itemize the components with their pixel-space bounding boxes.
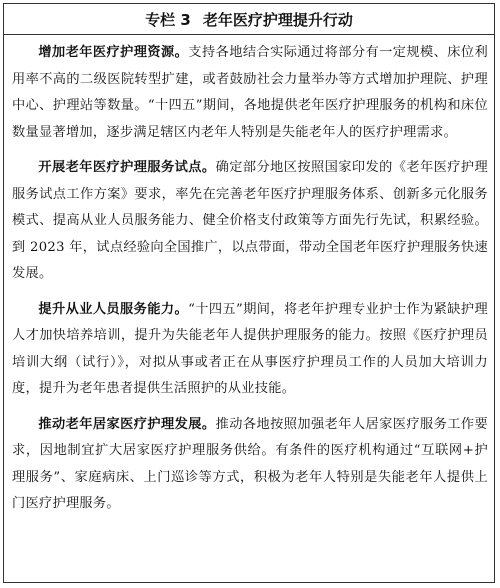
paragraph-lead: 增加老年医疗护理资源。: [38, 45, 189, 60]
paragraph-body: 支持各地结合实际通过将部分有一定规模、床位利用率不高的二级医院转型扩建，或者鼓励社会力量举办等方式增加护理院、护理中心、护理站等数量。“十四五”期间，各地提供老年医疗护理服务的机构和床位数量显著增加，逐步满足辖区内老年人特别是失能老年人的医疗护理需求。: [12, 45, 488, 140]
paragraph-body: “十四五”期间，将老年护理专业护士作为紧缺护理人才加快培养培训，提升为失能老年人提供护理服务的能力。按照《医疗护理员培训大纲（试行）》，对拟从事或者正在从事医疗护理员工作的人员加大培训力度，提升为老年患者提供生活照护的从业技能。: [12, 301, 488, 396]
box-number: 专栏 3: [145, 11, 191, 29]
paragraph-increase-resources: [12, 40, 488, 146]
paragraph-lead: 提升从业人员服务能力。: [38, 301, 189, 317]
paragraph-body: 确定部分地区按照国家印发的《老年医疗护理服务试点工作方案》要求，率先在完善老年医疗护理服务体系、创新多元化服务模式、提高从业人员服务能力、健全价格支付政策等方面先行先试，积累经验。到 2023 年，试点经验向全国推广，以点带面，带动全国老年医疗护理服务快速发展。: [12, 160, 488, 281]
paragraph-lead: 推动老年居家医疗护理发展。: [38, 416, 216, 432]
box-title: [4, 10, 494, 30]
box-content: [12, 40, 488, 518]
paragraph-home-care: [12, 412, 488, 518]
title-divider: [4, 34, 494, 35]
paragraph-lead: 开展老年医疗护理服务试点。: [38, 160, 216, 175]
paragraph-pilot-program: [12, 155, 488, 288]
box-title-text: 老年医疗护理提升行动: [202, 11, 353, 29]
feature-box: [3, 3, 495, 583]
paragraph-staff-capacity: [12, 297, 488, 403]
paragraph-body: 推动各地按照加强老年人居家医疗服务工作要求，因地制宜扩大居家医疗护理服务供给。有条件的医疗机构通过“互联网+护理服务”、家庭病床、上门巡诊等方式，积极为老年人特别是失能老年人提供上门医疗护理服务。: [12, 416, 488, 511]
